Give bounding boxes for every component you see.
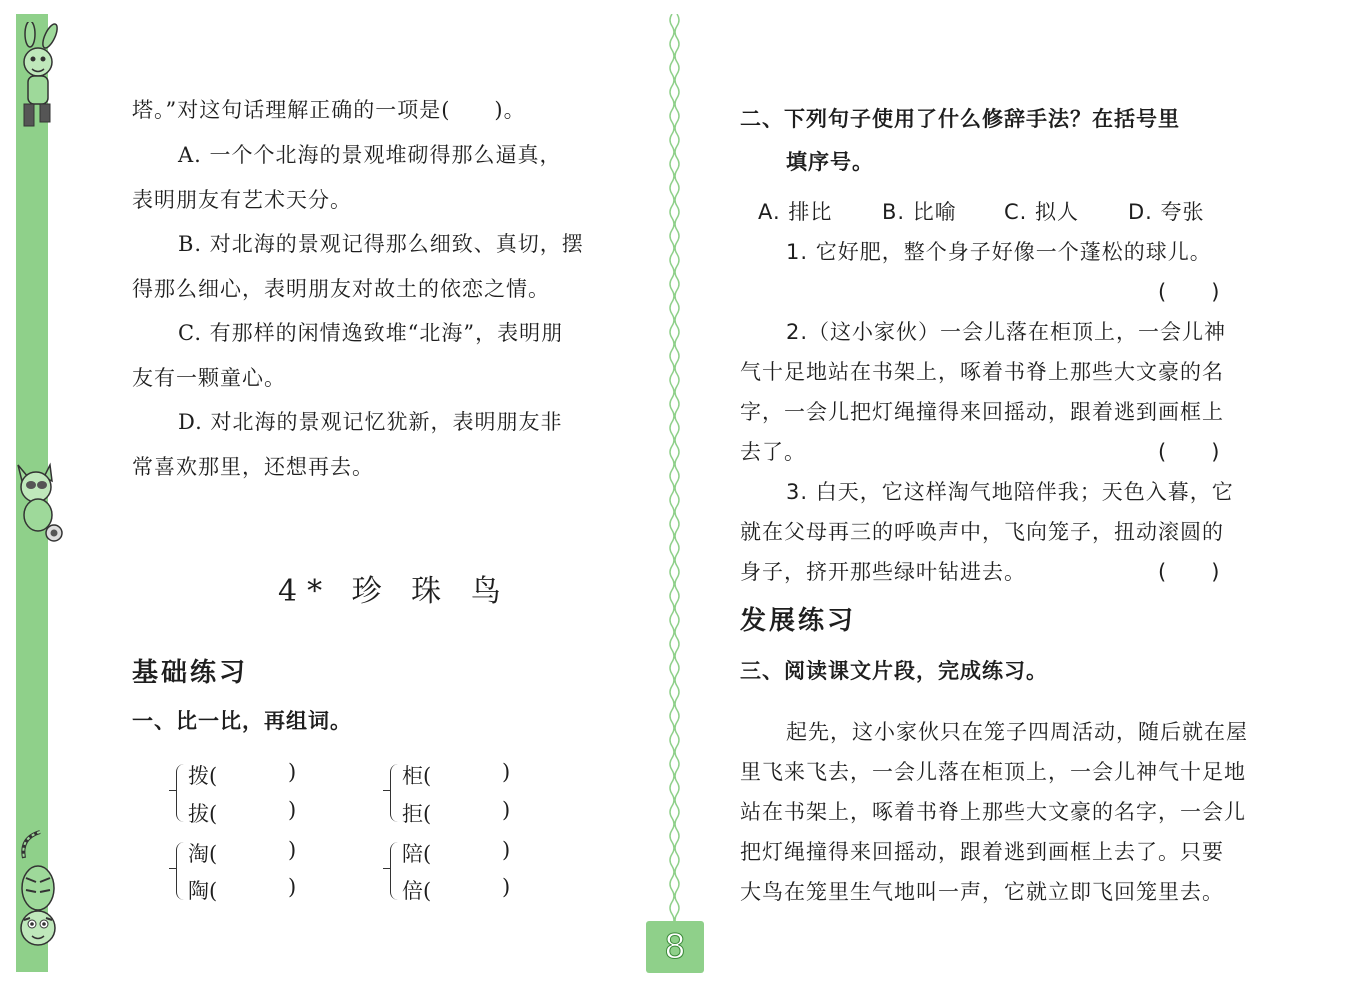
pair-brace bbox=[390, 764, 399, 822]
pair-char: 陶( bbox=[188, 879, 218, 903]
answer-paren[interactable]: ) bbox=[502, 798, 511, 822]
option-b-line2: 得那么细心，表明朋友对故土的依恋之情。 bbox=[132, 277, 550, 301]
sentence-2-line: 气十足地站在书架上，啄着书脊上那些大文豪的名 bbox=[740, 360, 1224, 384]
answer-paren[interactable]: ) bbox=[288, 875, 297, 899]
answer-paren[interactable]: ) bbox=[502, 838, 511, 862]
answer-paren[interactable]: ) bbox=[288, 838, 297, 862]
pair-char: 拨( bbox=[188, 764, 218, 788]
passage-line: 起先，这小家伙只在笼子四周活动，随后就在屋 bbox=[786, 720, 1248, 744]
sentence-1: 1. 它好肥，整个身子好像一个蓬松的球儿。 bbox=[786, 240, 1212, 264]
option-d-line1: D. 对北海的景观记忆犹新，表明朋友非 bbox=[178, 410, 563, 434]
answer-paren[interactable]: ) bbox=[502, 760, 511, 784]
sentence-3-line: 3. 白天，它这样淘气地陪伴我；天色入暮，它 bbox=[786, 480, 1234, 504]
pair-char: 淘( bbox=[188, 842, 218, 866]
sentence-3-line: 身子，挤开那些绿叶钻进去。 bbox=[740, 560, 1026, 584]
section-basic-heading: 基础练习 bbox=[132, 658, 249, 688]
question-2-title-line1: 二、下列句子使用了什么修辞手法？在括号里 bbox=[740, 107, 1180, 131]
option-b-line1: B. 对北海的景观记得那么细致、真切，摆 bbox=[178, 232, 584, 256]
passage-line: 大鸟在笼里生气地叫一声，它就立即飞回笼里去。 bbox=[740, 880, 1224, 904]
answer-paren-3[interactable]: ( ) bbox=[1158, 560, 1221, 584]
pair-brace bbox=[176, 842, 185, 900]
pair-brace bbox=[176, 764, 185, 822]
raccoon-mascot-icon bbox=[10, 455, 70, 550]
choice-d: D. 夸张 bbox=[1128, 200, 1205, 224]
sentence-2-line: 字，一会儿把灯绳撞得来回摇动，跟着逃到画框上 bbox=[740, 400, 1224, 424]
answer-paren-2[interactable]: ( ) bbox=[1158, 440, 1221, 464]
section-dev-heading: 发展练习 bbox=[740, 606, 857, 636]
sentence-2-line: 去了。 bbox=[740, 440, 806, 464]
pair-brace bbox=[390, 842, 399, 900]
question-3-title: 三、阅读课文片段，完成练习。 bbox=[740, 659, 1048, 683]
pair-char: 陪( bbox=[402, 842, 432, 866]
pair-char: 拒( bbox=[402, 802, 432, 826]
option-c-line1: C. 有那样的闲情逸致堆“北海”，表明朋 bbox=[178, 321, 564, 345]
option-c-line2: 友有一颗童心。 bbox=[132, 366, 286, 390]
pair-char: 倍( bbox=[402, 879, 432, 903]
option-d-line2: 常喜欢那里，还想再去。 bbox=[132, 455, 374, 479]
sentence-2-line: 2.（这小家伙）一会儿落在柜顶上，一会儿神 bbox=[786, 320, 1227, 344]
choice-c: C. 拟人 bbox=[1004, 200, 1080, 224]
page-divider bbox=[666, 14, 684, 972]
lesson-title: 4* 珍 珠 鸟 bbox=[278, 574, 511, 609]
answer-paren[interactable]: ) bbox=[288, 760, 297, 784]
pair-char: 柜( bbox=[402, 764, 432, 788]
tiger-mascot-icon bbox=[10, 828, 70, 968]
choice-b: B. 比喻 bbox=[882, 200, 957, 224]
option-a-line1: A. 一个个北海的景观堆砌得那么逼真， bbox=[178, 143, 562, 167]
question-1-title: 一、比一比，再组词。 bbox=[132, 709, 352, 733]
passage-line: 里飞来飞去，一会儿落在柜顶上，一会儿神气十足地 bbox=[740, 760, 1246, 784]
answer-paren[interactable]: ) bbox=[288, 798, 297, 822]
choice-a: A. 排比 bbox=[758, 200, 833, 224]
question-2-title-line2: 填序号。 bbox=[786, 150, 874, 174]
rabbit-mascot-icon bbox=[10, 22, 70, 132]
answer-paren[interactable]: ) bbox=[502, 875, 511, 899]
sentence-3-line: 就在父母再三的呼唤声中，飞向笼子，扭动滚圆的 bbox=[740, 520, 1224, 544]
passage-line: 站在书架上，啄着书脊上那些大文豪的名字，一会儿 bbox=[740, 800, 1246, 824]
question-intro-line: 塔。”对这句话理解正确的一项是( )。 bbox=[132, 98, 526, 122]
answer-paren-1[interactable]: ( ) bbox=[1158, 280, 1221, 304]
option-a-line2: 表明朋友有艺术天分。 bbox=[132, 188, 352, 212]
page-number: 8 bbox=[646, 921, 704, 973]
passage-line: 把灯绳撞得来回摇动，跟着逃到画框上去了。只要 bbox=[740, 840, 1224, 864]
pair-char: 拔( bbox=[188, 802, 218, 826]
